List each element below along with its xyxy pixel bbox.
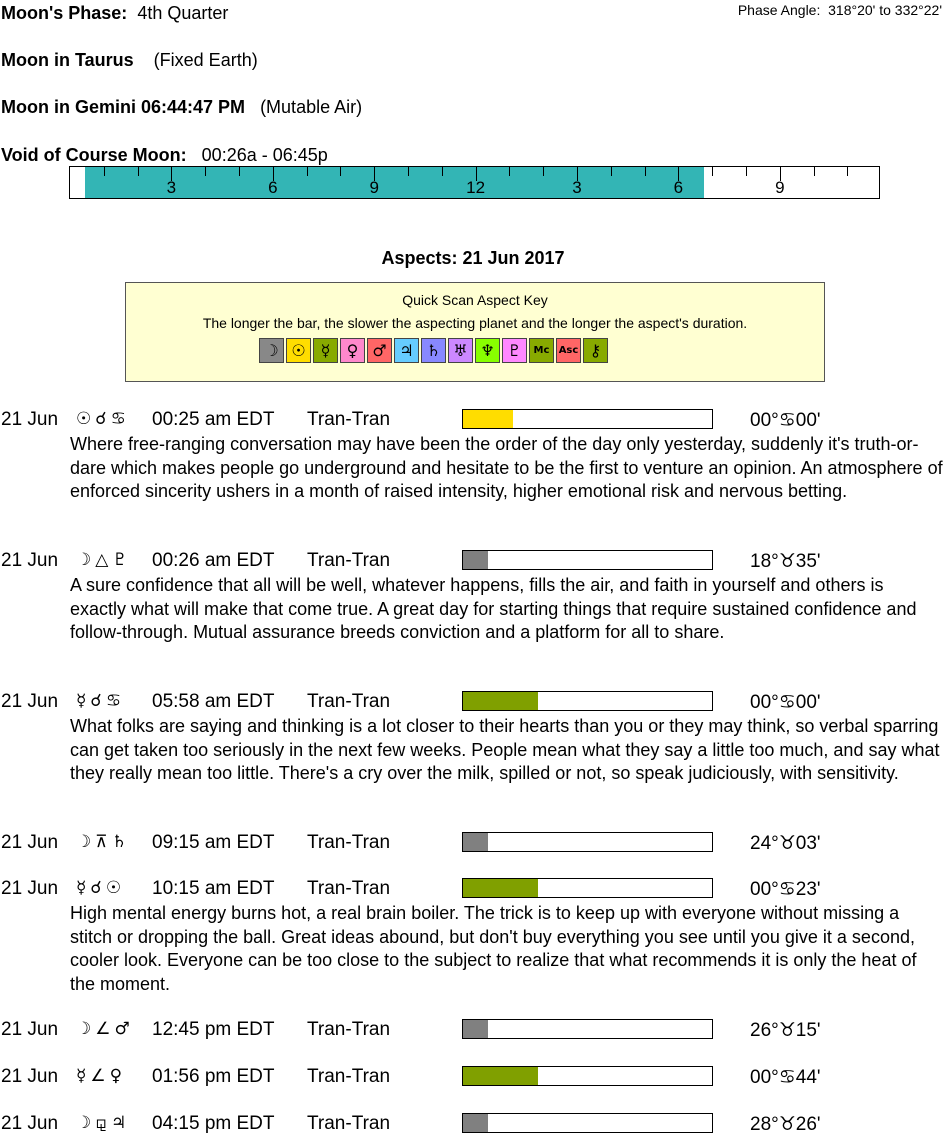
voc-tick-label: 9 — [775, 178, 785, 197]
aspect-row — [0, 550, 946, 572]
aspect-glyphs-icon: ☿☌☉ — [76, 878, 126, 898]
aspect-duration-bar — [462, 691, 713, 711]
moon-phase-value: 4th Quarter — [137, 3, 229, 23]
aspect-glyphs-icon: ☽⚼♃ — [76, 1113, 131, 1133]
aspects-title: Aspects: 21 Jun 2017 — [381, 248, 565, 268]
aspect-glyphs-icon: ☉☌♋ — [76, 409, 130, 429]
aspect-row — [0, 1113, 946, 1135]
aspect-position: 00°♋23' — [750, 879, 821, 900]
aspect-position: 28°♉26' — [750, 1114, 821, 1135]
aspect-type: Tran-Tran — [307, 691, 391, 712]
aspect-row — [0, 691, 946, 713]
aspect-key-box — [125, 282, 825, 382]
aspect-position: 00°♋00' — [750, 692, 821, 713]
voc-tick — [645, 167, 646, 176]
saturn-icon: ♄ — [421, 338, 446, 363]
aspect-time: 01:56 pm EDT — [152, 1066, 275, 1087]
moon-sign-1-value: (Fixed Earth) — [153, 50, 258, 70]
venus-icon: ♀ — [340, 338, 365, 363]
aspect-duration-bar — [462, 550, 713, 570]
aspect-type: Tran-Tran — [307, 550, 391, 571]
aspect-duration-bar — [462, 1019, 713, 1039]
moon-sign-2-value: (Mutable Air) — [260, 97, 363, 117]
voc-tick — [814, 167, 815, 176]
aspect-row — [0, 1019, 946, 1041]
aspect-time: 10:15 am EDT — [152, 878, 275, 899]
sun-icon: ☉ — [286, 338, 311, 363]
aspect-position: 18°♉35' — [750, 551, 821, 572]
voc-tick — [104, 167, 105, 176]
jupiter-icon: ♃ — [394, 338, 419, 363]
voc-timeline-bar — [69, 166, 880, 199]
aspect-duration-bar — [462, 409, 713, 429]
voc-tick-label: 12 — [466, 178, 486, 197]
voc-label: Void of Course Moon: — [1, 145, 187, 165]
aspect-type: Tran-Tran — [307, 1113, 391, 1134]
voc-value: 00:26a - 06:45p — [201, 145, 328, 165]
aspect-time: 00:26 am EDT — [152, 550, 275, 571]
aspect-row — [0, 1066, 946, 1088]
mars-icon: ♂ — [367, 338, 392, 363]
aspect-type: Tran-Tran — [307, 1066, 391, 1087]
aspect-time: 04:15 pm EDT — [152, 1113, 275, 1134]
aspect-position: 26°♉15' — [750, 1020, 821, 1041]
aspect-duration-fill — [463, 410, 513, 428]
aspect-duration-bar — [462, 878, 713, 898]
moon-sign-2-label: Moon in Gemini 06:44:47 PM — [1, 97, 246, 117]
aspect-time: 09:15 am EDT — [152, 832, 275, 853]
key-icons — [259, 338, 610, 363]
mercury-icon: ☿ — [313, 338, 338, 363]
voc-tick — [746, 167, 747, 176]
voc-tick — [442, 167, 443, 176]
aspect-duration-fill — [463, 1067, 538, 1085]
phase-angle-value: 318°20' to 332°22' — [828, 2, 942, 18]
moon-phase-label: Moon's Phase: — [1, 3, 128, 23]
chiron-icon: ⚷ — [583, 338, 608, 363]
aspect-date: 21 Jun — [1, 550, 59, 571]
key-desc: The longer the bar, the slower the aspecting planet and the longer the aspect's duration. — [202, 315, 748, 331]
voc-tick-label: 9 — [369, 178, 379, 197]
voc-tick — [239, 167, 240, 176]
aspect-position: 00°♋44' — [750, 1067, 821, 1088]
voc-tick — [543, 167, 544, 176]
aspect-date: 21 Jun — [1, 832, 59, 853]
aspect-time: 12:45 pm EDT — [152, 1019, 275, 1040]
aspect-duration-fill — [463, 692, 538, 710]
aspect-time: 05:58 am EDT — [152, 691, 275, 712]
aspect-type: Tran-Tran — [307, 832, 391, 853]
aspect-description: What folks are saying and thinking is a lot closer to their hearts than you or they may think, so verbal sparring can get taken too seriously in the next few weeks. People mean what they say a little too much, and say what they really mean too little. There's a cry over the milk, spilled or not, so speak judiciously, with sensitivity. — [70, 716, 940, 783]
pluto-icon: ♇ — [502, 338, 527, 363]
aspect-date: 21 Jun — [1, 409, 59, 430]
neptune-icon: ♆ — [475, 338, 500, 363]
phase-angle — [738, 2, 942, 18]
aspect-date: 21 Jun — [1, 1113, 59, 1134]
aspect-date: 21 Jun — [1, 691, 59, 712]
voc-tick — [509, 167, 510, 176]
voc-tick-label: 6 — [673, 178, 684, 197]
aspect-date: 21 Jun — [1, 1019, 59, 1040]
aspect-duration-fill — [463, 879, 538, 897]
aspect-date: 21 Jun — [1, 1066, 59, 1087]
aspect-position: 24°♉03' — [750, 833, 821, 854]
aspect-duration-bar — [462, 1066, 713, 1086]
voc-tick — [205, 167, 206, 176]
voc-tick — [712, 167, 713, 176]
voc-tick-label: 3 — [572, 178, 582, 197]
aspect-glyphs-icon: ☿∠♀ — [76, 1066, 127, 1086]
aspect-row — [0, 832, 946, 854]
aspect-duration-bar — [462, 1113, 713, 1133]
aspect-duration-fill — [463, 833, 488, 851]
aspect-glyphs-icon: ☽⊼♄ — [76, 832, 131, 852]
aspect-description: A sure confidence that all will be well, whatever happens, fills the air, and faith in yourself and others is exactly what will make that come true. A great day for starting things that require sustained confidence and follow-through. Mutual assurance breeds conviction and a platform for all to share. — [70, 575, 917, 642]
moon-sign-2 — [1, 96, 362, 118]
midheaven-icon: Mc — [529, 338, 554, 363]
aspect-duration-fill — [463, 1020, 488, 1038]
moon-sign-1 — [1, 49, 258, 71]
aspect-glyphs-icon: ☿☌♋ — [76, 691, 126, 711]
aspect-duration-bar — [462, 832, 713, 852]
aspect-row — [0, 409, 946, 431]
voc-tick — [340, 167, 341, 176]
aspect-time: 00:25 am EDT — [152, 409, 275, 430]
aspect-date: 21 Jun — [1, 878, 59, 899]
voc-tick — [847, 167, 848, 176]
aspect-glyphs-icon: ☽∠♂ — [76, 1019, 134, 1039]
voc-tick — [138, 167, 139, 176]
moon-icon: ☽ — [259, 338, 284, 363]
aspect-glyphs-icon: ☽△♇ — [76, 550, 132, 570]
voc-tick-label: 3 — [166, 178, 177, 197]
voc-tick-label: 6 — [268, 178, 278, 197]
moon-sign-1-label: Moon in Taurus — [1, 50, 134, 70]
phase-angle-label: Phase Angle: — [737, 2, 821, 18]
ascendant-icon: Asc — [556, 338, 581, 363]
aspect-type: Tran-Tran — [307, 409, 391, 430]
voc-tick — [611, 167, 612, 176]
moon-phase-line — [1, 2, 228, 24]
aspect-description: High mental energy burns hot, a real brain boiler. The trick is to keep up with everyone without missing a stitch or dropping the ball. Great ideas abound, but don't buy everything you see until you give it a second, cooler look. Everyone can be too close to the subject to realize that what recommends it is only the heat of the moment. — [70, 903, 917, 994]
aspect-description: Where free-ranging conversation may have been the order of the day only yesterday, suddenly it's truth-or-dare which makes people go underground and hesitate to be the first to venture an opinion. An atmosphere of enforced sincerity ushers in a month of raised intensity, higher emotional risk and nervous betting. — [70, 434, 943, 501]
voc-tick — [307, 167, 308, 176]
void-of-course — [1, 144, 328, 166]
aspect-row — [0, 878, 946, 900]
aspect-type: Tran-Tran — [307, 1019, 391, 1040]
aspect-duration-fill — [463, 551, 488, 569]
aspect-position: 00°♋00' — [750, 410, 821, 431]
aspect-type: Tran-Tran — [307, 878, 391, 899]
uranus-icon: ♅ — [448, 338, 473, 363]
aspect-duration-fill — [463, 1114, 488, 1132]
key-title: Quick Scan Aspect Key — [402, 292, 548, 308]
voc-tick — [408, 167, 409, 176]
